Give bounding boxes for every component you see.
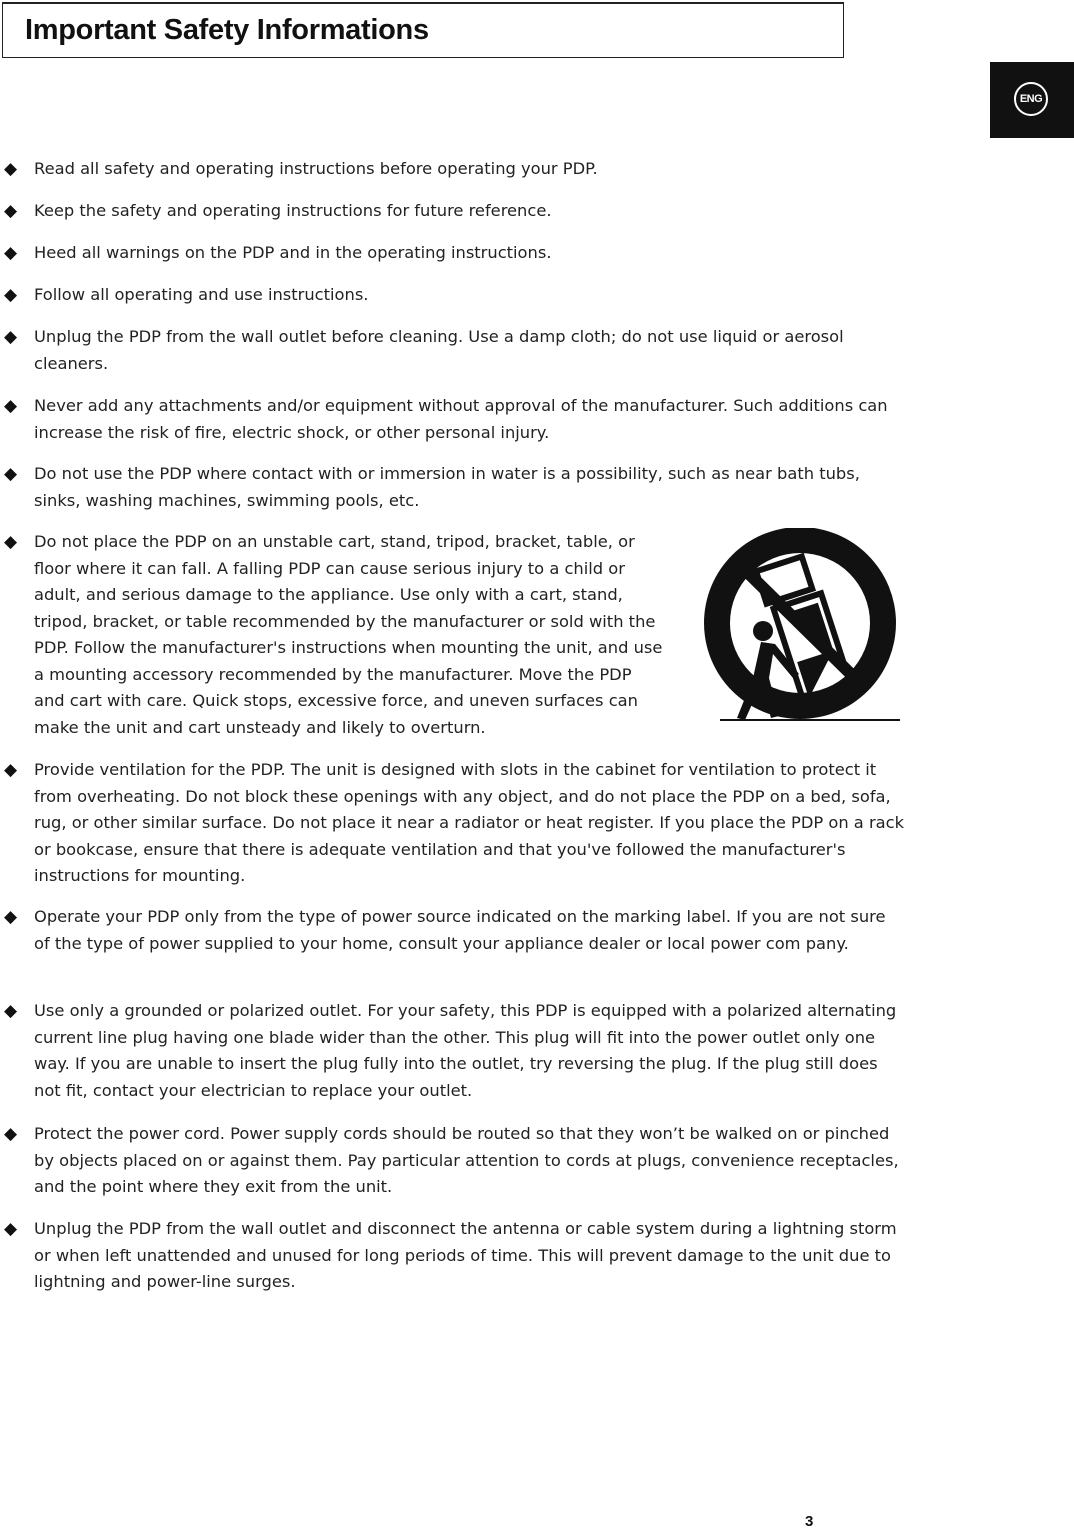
diamond-bullet-icon: ◆ (4, 760, 18, 780)
page-title: Important Safety Informations (25, 14, 429, 46)
instruction-text: Never add any attachments and/or equipment without approval of the manufacturer. Such additions can increase the risk of fire, electric shock, or other personal injury. (34, 396, 888, 442)
diamond-bullet-icon: ◆ (4, 907, 18, 927)
diamond-bullet-icon: ◆ (4, 1219, 18, 1239)
instruction-text: Follow all operating and use instructions. (34, 285, 369, 304)
diamond-bullet-icon: ◆ (4, 1124, 18, 1144)
instruction-text: Unplug the PDP from the wall outlet before cleaning. Use a damp cloth; do not use liquid or aerosol cleaners. (34, 327, 844, 373)
instruction-text: Protect the power cord. Power supply cords should be routed so that they won’t be walked on or pinched by objects placed on or against them. Pay particular attention to cords at plugs, convenience receptacles, and the point where they exit from the unit. (34, 1124, 899, 1196)
diamond-bullet-icon: ◆ (4, 532, 18, 552)
title-box (2, 2, 844, 58)
language-badge: ENG (1014, 82, 1048, 116)
diamond-bullet-icon: ◆ (4, 285, 18, 305)
diamond-bullet-icon: ◆ (4, 159, 18, 179)
instruction-text: Use only a grounded or polarized outlet. For your safety, this PDP is equipped with a polarized alternating current line plug having one blade wider than the other. This plug will fit into the power outlet only one way. If you are unable to insert the plug fully into the outlet, try reversing the plug. If the plug still does not fit, contact your electrician to replace your outlet. (34, 1001, 897, 1100)
instruction-text: Unplug the PDP from the wall outlet and disconnect the antenna or cable system during a lightning storm or when left unattended and unused for long periods of time. This will prevent damage to the unit due to lightning and power-line surges. (34, 1219, 897, 1291)
instruction-text: Read all safety and operating instructions before operating your PDP. (34, 159, 598, 178)
instruction-text: Heed all warnings on the PDP and in the operating instructions. (34, 243, 552, 262)
diamond-bullet-icon: ◆ (4, 464, 18, 484)
diamond-bullet-icon: ◆ (4, 1001, 18, 1021)
cart-tip-over-warning-icon (695, 528, 905, 728)
diamond-bullet-icon: ◆ (4, 396, 18, 416)
instruction-text: Keep the safety and operating instructions for future reference. (34, 201, 552, 220)
instruction-text: Operate your PDP only from the type of power source indicated on the marking label. If you are not sure of the type of power supplied to your home, consult your appliance dealer or local power com pany. (34, 907, 886, 953)
instruction-text: Provide ventilation for the PDP. The unit is designed with slots in the cabinet for ventilation to protect it from overheating. Do not block these openings with any object, and do not place the PDP on a bed, sofa, rug, or other similar surface. Do not place it near a radiator or heat register. If you place the PDP on a rack or bookcase, ensure that there is adequate ventilation and that you've followed the manufacturer's instructions for mounting. (34, 760, 905, 885)
diamond-bullet-icon: ◆ (4, 243, 18, 263)
diamond-bullet-icon: ◆ (4, 327, 18, 347)
instruction-text: Do not place the PDP on an unstable cart, stand, tripod, bracket, table, or floor where it can fall. A falling PDP can cause serious injury to a child or adult, and serious damage to the appliance. Use only with a cart, stand, tripod, bracket, or table recommended by the manufacturer or sold with the PDP. Follow the manufacturer's instructions when mounting the unit, and use a mounting accessory recommended by the manufacturer. Move the PDP and cart with care. Quick stops, excessive force, and uneven surfaces can make the unit and cart unsteady and likely to overturn. (34, 532, 663, 737)
page-number: 3 (805, 1513, 814, 1530)
language-tab (990, 62, 1074, 138)
diamond-bullet-icon: ◆ (4, 201, 18, 221)
instruction-text: Do not use the PDP where contact with or immersion in water is a possibility, such as near bath tubs, sinks, washing machines, swimming pools, etc. (34, 464, 860, 510)
